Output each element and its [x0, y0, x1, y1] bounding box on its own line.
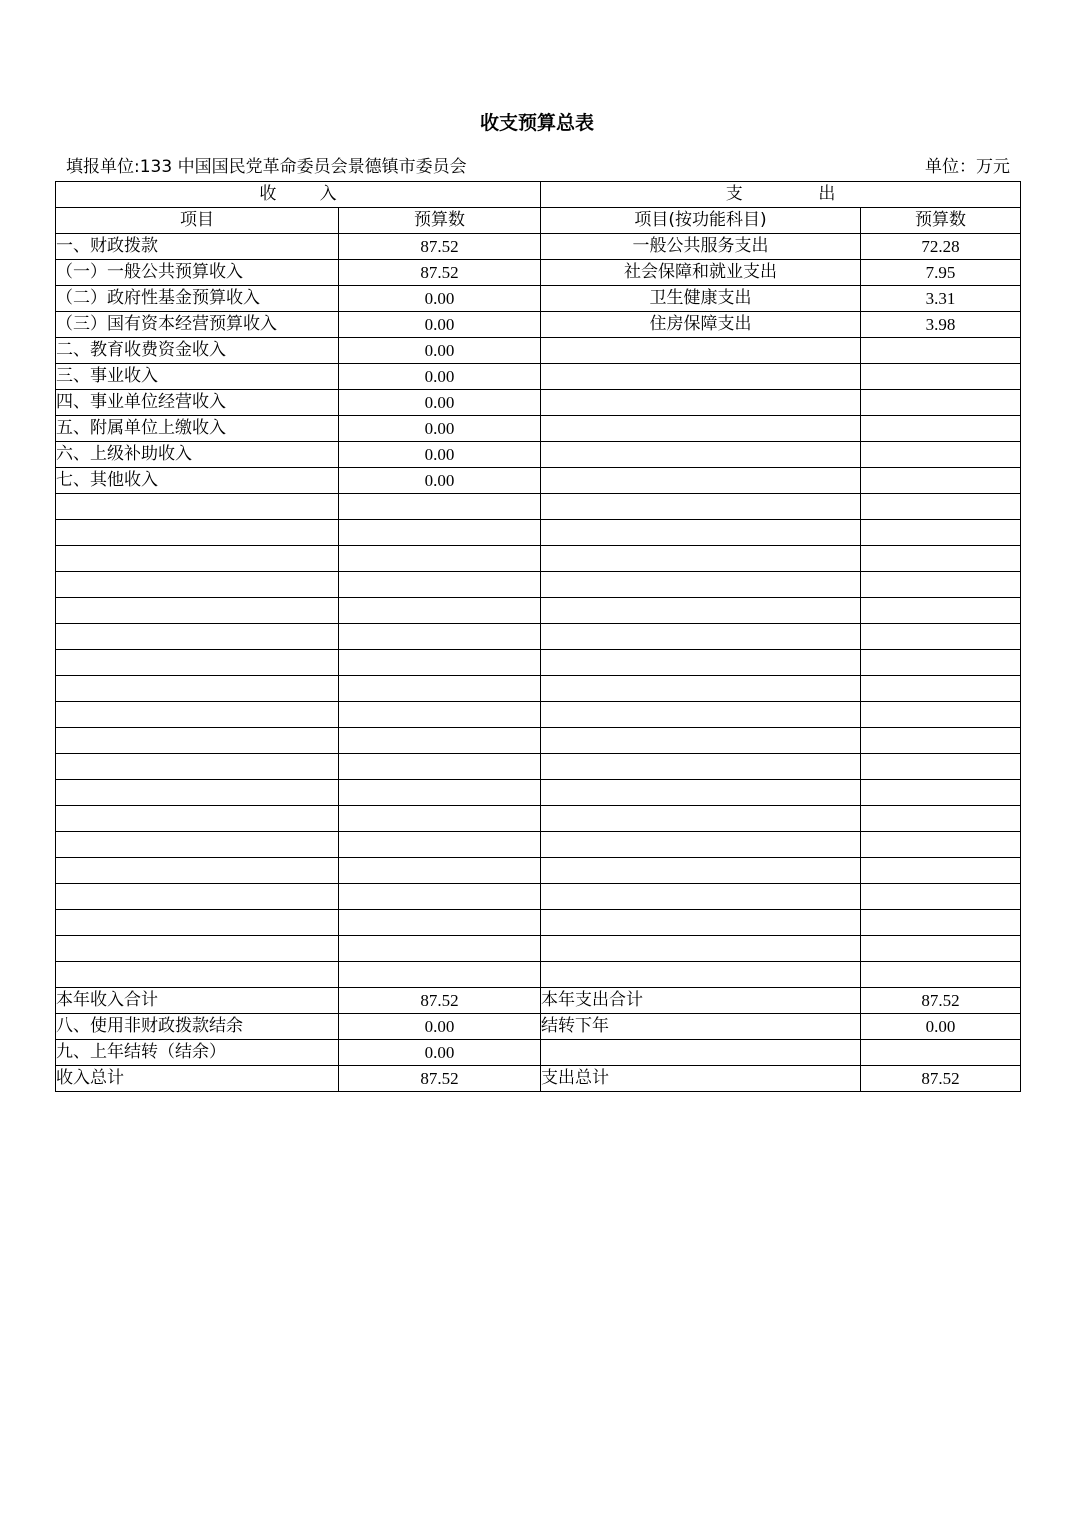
- expense-amount-cell: 3.98: [861, 312, 1021, 338]
- expense-item-cell: 支出总计: [541, 1066, 861, 1092]
- table-row: [56, 338, 1021, 364]
- empty-cell: [861, 832, 1021, 858]
- expense-amount-cell: 87.52: [861, 1066, 1021, 1092]
- empty-cell: [541, 962, 861, 988]
- expense-item-cell: [541, 1040, 861, 1066]
- empty-table-row: [56, 780, 1021, 806]
- empty-table-row: [56, 676, 1021, 702]
- income-amount-cell: 0.00: [339, 286, 541, 312]
- empty-cell: [56, 572, 339, 598]
- empty-cell: [861, 702, 1021, 728]
- income-item-cell: 收入总计: [56, 1066, 339, 1092]
- empty-table-row: [56, 598, 1021, 624]
- empty-cell: [541, 806, 861, 832]
- income-amount-cell: 0.00: [339, 390, 541, 416]
- empty-table-row: [56, 962, 1021, 988]
- empty-table-row: [56, 702, 1021, 728]
- table-row: [56, 312, 1021, 338]
- expense-item-cell: 住房保障支出: [541, 312, 861, 338]
- expense-item-cell: 本年支出合计: [541, 988, 861, 1014]
- expense-amount-cell: 72.28: [861, 234, 1021, 260]
- table-row: [56, 442, 1021, 468]
- income-amount-cell: 0.00: [339, 364, 541, 390]
- empty-cell: [56, 676, 339, 702]
- empty-table-row: [56, 520, 1021, 546]
- income-item-cell: （一）一般公共预算收入: [56, 260, 339, 286]
- empty-cell: [339, 494, 541, 520]
- empty-cell: [56, 858, 339, 884]
- expense-item-cell: 一般公共服务支出: [541, 234, 861, 260]
- empty-table-row: [56, 806, 1021, 832]
- empty-cell: [541, 936, 861, 962]
- empty-cell: [339, 936, 541, 962]
- expense-item-cell: [541, 442, 861, 468]
- empty-cell: [56, 936, 339, 962]
- empty-cell: [861, 754, 1021, 780]
- expense-item-cell: [541, 390, 861, 416]
- empty-table-row: [56, 832, 1021, 858]
- empty-cell: [56, 962, 339, 988]
- income-item-cell: 五、附属单位上缴收入: [56, 416, 339, 442]
- empty-table-row: [56, 728, 1021, 754]
- expense-amount-cell: [861, 338, 1021, 364]
- empty-cell: [861, 520, 1021, 546]
- empty-cell: [339, 546, 541, 572]
- empty-cell: [56, 728, 339, 754]
- income-amount-cell: 87.52: [339, 234, 541, 260]
- empty-table-row: [56, 624, 1021, 650]
- empty-cell: [541, 884, 861, 910]
- income-item-cell: （三）国有资本经营预算收入: [56, 312, 339, 338]
- expense-section-header: 支 出: [541, 182, 1021, 208]
- empty-cell: [56, 546, 339, 572]
- empty-cell: [861, 936, 1021, 962]
- expense-item-cell: 结转下年: [541, 1014, 861, 1040]
- summary-row: [56, 1014, 1021, 1040]
- empty-cell: [861, 806, 1021, 832]
- table-row: [56, 286, 1021, 312]
- empty-cell: [541, 520, 861, 546]
- income-amount-cell: 87.52: [339, 988, 541, 1014]
- empty-cell: [339, 624, 541, 650]
- empty-cell: [56, 884, 339, 910]
- empty-cell: [541, 598, 861, 624]
- expense-amount-cell: [861, 1040, 1021, 1066]
- summary-row: [56, 988, 1021, 1014]
- empty-cell: [56, 832, 339, 858]
- empty-cell: [861, 728, 1021, 754]
- income-item-cell: （二）政府性基金预算收入: [56, 286, 339, 312]
- table-row: [56, 234, 1021, 260]
- budget-table-body: [56, 182, 1021, 1092]
- income-item-cell: 九、上年结转（结余）: [56, 1040, 339, 1066]
- empty-cell: [339, 650, 541, 676]
- empty-cell: [541, 780, 861, 806]
- income-item-cell: 本年收入合计: [56, 988, 339, 1014]
- income-item-cell: 八、使用非财政拨款结余: [56, 1014, 339, 1040]
- currency-unit: 单位：万元: [925, 157, 1010, 177]
- empty-cell: [56, 910, 339, 936]
- empty-cell: [541, 572, 861, 598]
- income-amount-cell: 0.00: [339, 416, 541, 442]
- summary-row: [56, 1040, 1021, 1066]
- empty-cell: [56, 650, 339, 676]
- empty-cell: [861, 546, 1021, 572]
- empty-cell: [339, 598, 541, 624]
- budget-table: [55, 181, 1021, 1092]
- table-row: [56, 468, 1021, 494]
- empty-cell: [339, 806, 541, 832]
- empty-cell: [56, 494, 339, 520]
- empty-cell: [861, 910, 1021, 936]
- empty-table-row: [56, 546, 1021, 572]
- empty-cell: [56, 598, 339, 624]
- empty-cell: [861, 494, 1021, 520]
- empty-table-row: [56, 494, 1021, 520]
- table-row: [56, 416, 1021, 442]
- reporting-unit: 填报单位:133 中国国民党革命委员会景德镇市委员会: [66, 157, 467, 177]
- expense-item-cell: [541, 364, 861, 390]
- empty-cell: [541, 858, 861, 884]
- expense-item-cell: 卫生健康支出: [541, 286, 861, 312]
- expense-item-cell: [541, 468, 861, 494]
- empty-cell: [339, 520, 541, 546]
- income-amount-header: 预算数: [339, 208, 541, 234]
- expense-amount-cell: 3.31: [861, 286, 1021, 312]
- empty-table-row: [56, 572, 1021, 598]
- empty-cell: [541, 650, 861, 676]
- income-amount-cell: 0.00: [339, 442, 541, 468]
- expense-amount-cell: 7.95: [861, 260, 1021, 286]
- empty-cell: [56, 624, 339, 650]
- income-item-cell: 六、上级补助收入: [56, 442, 339, 468]
- income-amount-cell: 87.52: [339, 260, 541, 286]
- summary-row: [56, 1066, 1021, 1092]
- table-row: [56, 390, 1021, 416]
- empty-cell: [339, 910, 541, 936]
- income-item-cell: 一、财政拨款: [56, 234, 339, 260]
- empty-cell: [541, 832, 861, 858]
- empty-cell: [339, 780, 541, 806]
- empty-cell: [541, 702, 861, 728]
- empty-cell: [541, 676, 861, 702]
- empty-cell: [339, 754, 541, 780]
- empty-cell: [339, 962, 541, 988]
- income-item-cell: 二、教育收费资金收入: [56, 338, 339, 364]
- empty-table-row: [56, 936, 1021, 962]
- empty-table-row: [56, 650, 1021, 676]
- income-amount-cell: 0.00: [339, 312, 541, 338]
- income-item-cell: 三、事业收入: [56, 364, 339, 390]
- expense-amount-header: 预算数: [861, 208, 1021, 234]
- empty-cell: [541, 910, 861, 936]
- empty-cell: [56, 702, 339, 728]
- empty-cell: [861, 962, 1021, 988]
- expense-amount-cell: [861, 416, 1021, 442]
- empty-cell: [541, 624, 861, 650]
- income-amount-cell: 0.00: [339, 1040, 541, 1066]
- empty-cell: [541, 728, 861, 754]
- empty-table-row: [56, 858, 1021, 884]
- empty-cell: [56, 780, 339, 806]
- empty-cell: [861, 650, 1021, 676]
- expense-amount-cell: 87.52: [861, 988, 1021, 1014]
- expense-amount-cell: [861, 364, 1021, 390]
- income-item-cell: 七、其他收入: [56, 468, 339, 494]
- empty-cell: [56, 754, 339, 780]
- empty-cell: [861, 676, 1021, 702]
- expense-item-header: 项目(按功能科目): [541, 208, 861, 234]
- empty-cell: [339, 832, 541, 858]
- expense-amount-cell: [861, 390, 1021, 416]
- income-amount-cell: 0.00: [339, 468, 541, 494]
- expense-amount-cell: [861, 468, 1021, 494]
- empty-cell: [861, 624, 1021, 650]
- expense-item-cell: 社会保障和就业支出: [541, 260, 861, 286]
- income-amount-cell: 87.52: [339, 1066, 541, 1092]
- expense-amount-cell: [861, 442, 1021, 468]
- empty-table-row: [56, 884, 1021, 910]
- empty-cell: [339, 572, 541, 598]
- empty-cell: [339, 676, 541, 702]
- income-amount-cell: 0.00: [339, 1014, 541, 1040]
- empty-cell: [861, 884, 1021, 910]
- table-row: [56, 260, 1021, 286]
- column-header-row: [56, 208, 1021, 234]
- empty-cell: [541, 754, 861, 780]
- empty-cell: [861, 858, 1021, 884]
- empty-cell: [56, 806, 339, 832]
- empty-cell: [339, 702, 541, 728]
- expense-item-cell: [541, 416, 861, 442]
- empty-cell: [541, 546, 861, 572]
- empty-cell: [339, 884, 541, 910]
- empty-cell: [339, 858, 541, 884]
- income-item-cell: 四、事业单位经营收入: [56, 390, 339, 416]
- expense-item-cell: [541, 338, 861, 364]
- empty-cell: [56, 520, 339, 546]
- income-item-header: 项目: [56, 208, 339, 234]
- page-title: 收支预算总表: [479, 112, 594, 134]
- income-section-header: 收 入: [56, 182, 541, 208]
- expense-amount-cell: 0.00: [861, 1014, 1021, 1040]
- empty-table-row: [56, 910, 1021, 936]
- section-header-row: [56, 182, 1021, 208]
- empty-cell: [339, 728, 541, 754]
- empty-cell: [861, 780, 1021, 806]
- empty-cell: [541, 494, 861, 520]
- table-row: [56, 364, 1021, 390]
- empty-cell: [861, 598, 1021, 624]
- empty-cell: [861, 572, 1021, 598]
- empty-table-row: [56, 754, 1021, 780]
- income-amount-cell: 0.00: [339, 338, 541, 364]
